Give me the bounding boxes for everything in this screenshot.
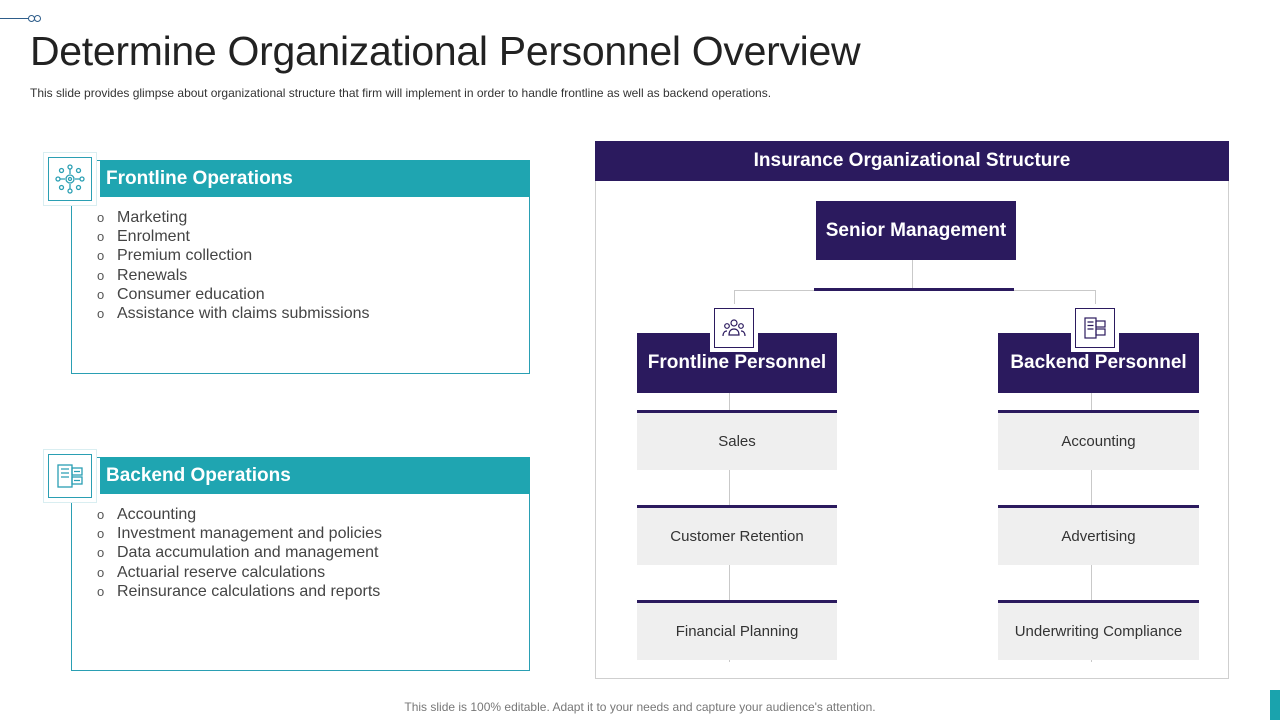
backend-operations-panel: [71, 457, 530, 671]
list-item: o Investment management and policies: [97, 525, 383, 543]
org-chart-title: Insurance Organizational Structure: [595, 141, 1229, 181]
footer-note: This slide is 100% editable. Adapt it to your needs and capture your audience's attention.: [404, 700, 876, 714]
network-gear-icon: [43, 152, 97, 206]
frontline-operations-heading: Frontline Operations: [100, 160, 530, 197]
page-title: Determine Organizational Personnel Overview: [30, 28, 861, 74]
list-item: o Marketing: [97, 209, 188, 226]
list-item: o Data accumulation and management: [97, 544, 379, 562]
connector-bar: [814, 288, 1014, 291]
frontline-personnel-box: Frontline Personnel: [637, 333, 837, 393]
decorative-dot: [34, 15, 41, 22]
frontline-item-box: Financial Planning: [637, 600, 837, 660]
backend-item-box: Accounting: [998, 410, 1199, 470]
backend-personnel-box: Backend Personnel: [998, 333, 1199, 393]
list-item: o Consumer education: [97, 285, 265, 303]
backend-operations-heading: Backend Operations: [100, 457, 530, 494]
list-item: o Enrolment: [97, 228, 190, 246]
org-chart-panel: [595, 141, 1229, 679]
server-documents-icon: [43, 449, 97, 503]
decorative-line: [0, 18, 30, 19]
page-subtitle: This slide provides glimpse about organizational structure that firm will implement in order to handle frontline as well as backend operations.: [30, 86, 772, 100]
frontline-item-box: Customer Retention: [637, 505, 837, 565]
backend-item-box: Advertising: [998, 505, 1199, 565]
list-item: o Premium collection: [97, 247, 253, 265]
list-item: o Assistance with claims submissions: [97, 305, 370, 323]
backend-operations-list: [97, 505, 382, 601]
server-documents-icon: [1071, 304, 1119, 352]
frontline-item-box: Sales: [637, 410, 837, 470]
frontline-operations-panel: [71, 160, 530, 374]
frontline-operations-list: [97, 208, 370, 323]
list-item: o Renewals: [97, 266, 188, 284]
senior-management-box: Senior Management: [816, 201, 1016, 260]
list-item: o Accounting: [97, 506, 197, 523]
backend-item-box: Underwriting Compliance: [998, 600, 1199, 660]
connector-line: [912, 260, 913, 290]
corner-accent: [1270, 690, 1280, 720]
team-icon: [710, 304, 758, 352]
list-item: o Actuarial reserve calculations: [97, 563, 326, 581]
list-item: o Reinsurance calculations and reports: [97, 582, 381, 600]
